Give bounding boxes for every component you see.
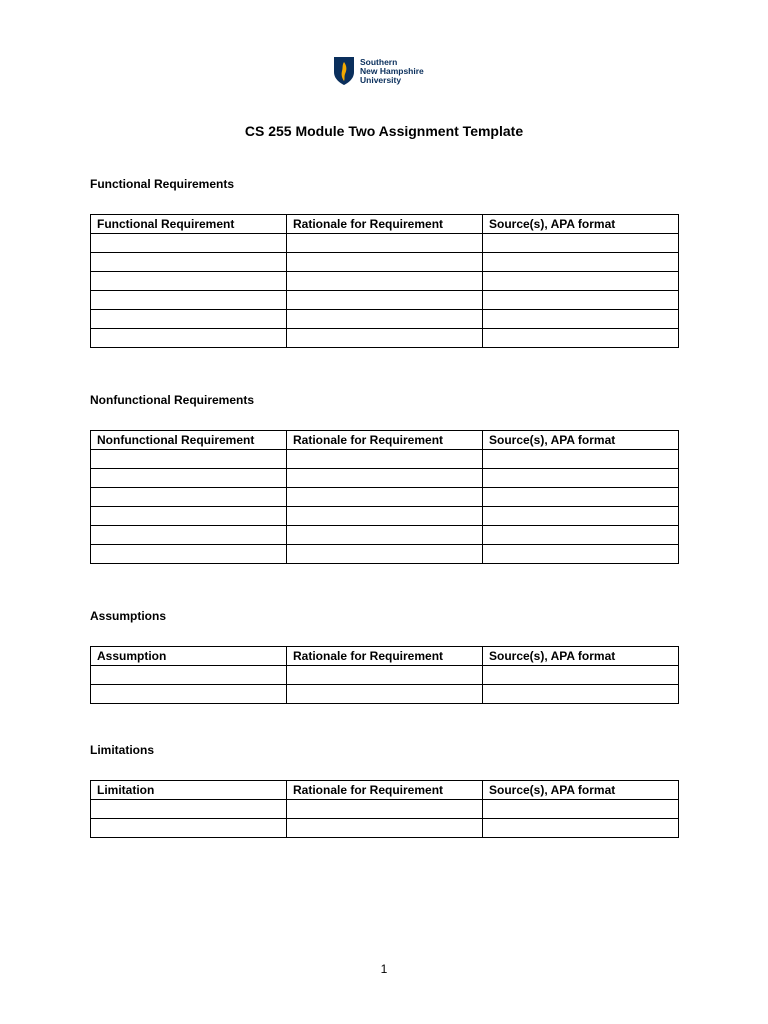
- table-cell[interactable]: [287, 666, 483, 685]
- table-cell[interactable]: [287, 329, 483, 348]
- table-row: [91, 819, 679, 838]
- table-cell[interactable]: [91, 310, 287, 329]
- table-cell[interactable]: [483, 507, 679, 526]
- table-cell[interactable]: [483, 329, 679, 348]
- table-cell[interactable]: [91, 450, 287, 469]
- logo-line-3: University: [360, 74, 402, 85]
- functional-requirements-heading: Functional Requirements: [90, 177, 235, 191]
- table-cell[interactable]: [91, 234, 287, 253]
- table-cell[interactable]: [287, 450, 483, 469]
- column-header: Rationale for Requirement: [287, 215, 483, 234]
- table-row: [91, 666, 679, 685]
- table-cell[interactable]: [483, 469, 679, 488]
- table-cell[interactable]: [483, 800, 679, 819]
- logo-line-1: Southern: [360, 56, 398, 67]
- table-cell[interactable]: [483, 234, 679, 253]
- column-header: Rationale for Requirement: [287, 431, 483, 450]
- table-cell[interactable]: [483, 450, 679, 469]
- table-row: [91, 272, 679, 291]
- column-header: Source(s), APA format: [483, 215, 679, 234]
- university-logo: [333, 55, 424, 87]
- table-cell[interactable]: [287, 800, 483, 819]
- table-row: [91, 291, 679, 310]
- shield-flame-icon: [333, 56, 355, 86]
- table-row: [91, 800, 679, 819]
- column-header: Assumption: [91, 647, 287, 666]
- table-cell[interactable]: [91, 526, 287, 545]
- table-cell[interactable]: [287, 507, 483, 526]
- table-header-row: [91, 215, 679, 234]
- logo-line-2: New Hampshire: [360, 65, 424, 76]
- table-cell[interactable]: [483, 488, 679, 507]
- column-header: Rationale for Requirement: [287, 647, 483, 666]
- functional-requirements-table: [90, 214, 679, 348]
- table-cell[interactable]: [91, 253, 287, 272]
- table-cell[interactable]: [287, 272, 483, 291]
- column-header: Nonfunctional Requirement: [91, 431, 287, 450]
- table-header-row: [91, 781, 679, 800]
- table-row: [91, 488, 679, 507]
- table-cell[interactable]: [91, 329, 287, 348]
- table-cell[interactable]: [287, 545, 483, 564]
- table-cell[interactable]: [483, 291, 679, 310]
- table-cell[interactable]: [287, 291, 483, 310]
- logo-wordmark: [360, 58, 424, 85]
- table-row: [91, 253, 679, 272]
- column-header: Source(s), APA format: [483, 781, 679, 800]
- table-cell[interactable]: [483, 545, 679, 564]
- table-cell[interactable]: [287, 310, 483, 329]
- table-row: [91, 685, 679, 704]
- column-header: Source(s), APA format: [483, 431, 679, 450]
- table-row: [91, 310, 679, 329]
- table-cell[interactable]: [91, 819, 287, 838]
- table-cell[interactable]: [287, 526, 483, 545]
- table-row: [91, 329, 679, 348]
- table-cell[interactable]: [483, 526, 679, 545]
- limitations-heading: Limitations: [90, 743, 155, 757]
- table-row: [91, 469, 679, 488]
- table-cell[interactable]: [91, 685, 287, 704]
- table-row: [91, 234, 679, 253]
- table-cell[interactable]: [287, 819, 483, 838]
- table-cell[interactable]: [91, 800, 287, 819]
- table-cell[interactable]: [91, 488, 287, 507]
- table-cell[interactable]: [91, 545, 287, 564]
- table-cell[interactable]: [287, 685, 483, 704]
- table-cell[interactable]: [287, 469, 483, 488]
- table-cell[interactable]: [287, 234, 483, 253]
- column-header: Source(s), APA format: [483, 647, 679, 666]
- table-header-row: [91, 431, 679, 450]
- table-cell[interactable]: [91, 666, 287, 685]
- table-header-row: [91, 647, 679, 666]
- nonfunctional-requirements-table: [90, 430, 679, 564]
- table-cell[interactable]: [483, 253, 679, 272]
- column-header: Limitation: [91, 781, 287, 800]
- table-cell[interactable]: [483, 310, 679, 329]
- table-cell[interactable]: [483, 666, 679, 685]
- limitations-table: [90, 780, 679, 838]
- assumptions-table: [90, 646, 679, 704]
- table-cell[interactable]: [287, 253, 483, 272]
- table-cell[interactable]: [287, 488, 483, 507]
- table-row: [91, 526, 679, 545]
- table-row: [91, 450, 679, 469]
- table-cell[interactable]: [91, 507, 287, 526]
- column-header: Rationale for Requirement: [287, 781, 483, 800]
- table-row: [91, 507, 679, 526]
- assumptions-heading: Assumptions: [90, 609, 167, 623]
- nonfunctional-requirements-heading: Nonfunctional Requirements: [90, 393, 255, 407]
- table-cell[interactable]: [483, 272, 679, 291]
- table-cell[interactable]: [91, 469, 287, 488]
- column-header: Functional Requirement: [91, 215, 287, 234]
- table-cell[interactable]: [91, 291, 287, 310]
- table-row: [91, 545, 679, 564]
- table-cell[interactable]: [483, 819, 679, 838]
- table-cell[interactable]: [483, 685, 679, 704]
- document-title: CS 255 Module Two Assignment Template: [244, 123, 524, 139]
- page-number: 1: [380, 962, 388, 976]
- table-cell[interactable]: [91, 272, 287, 291]
